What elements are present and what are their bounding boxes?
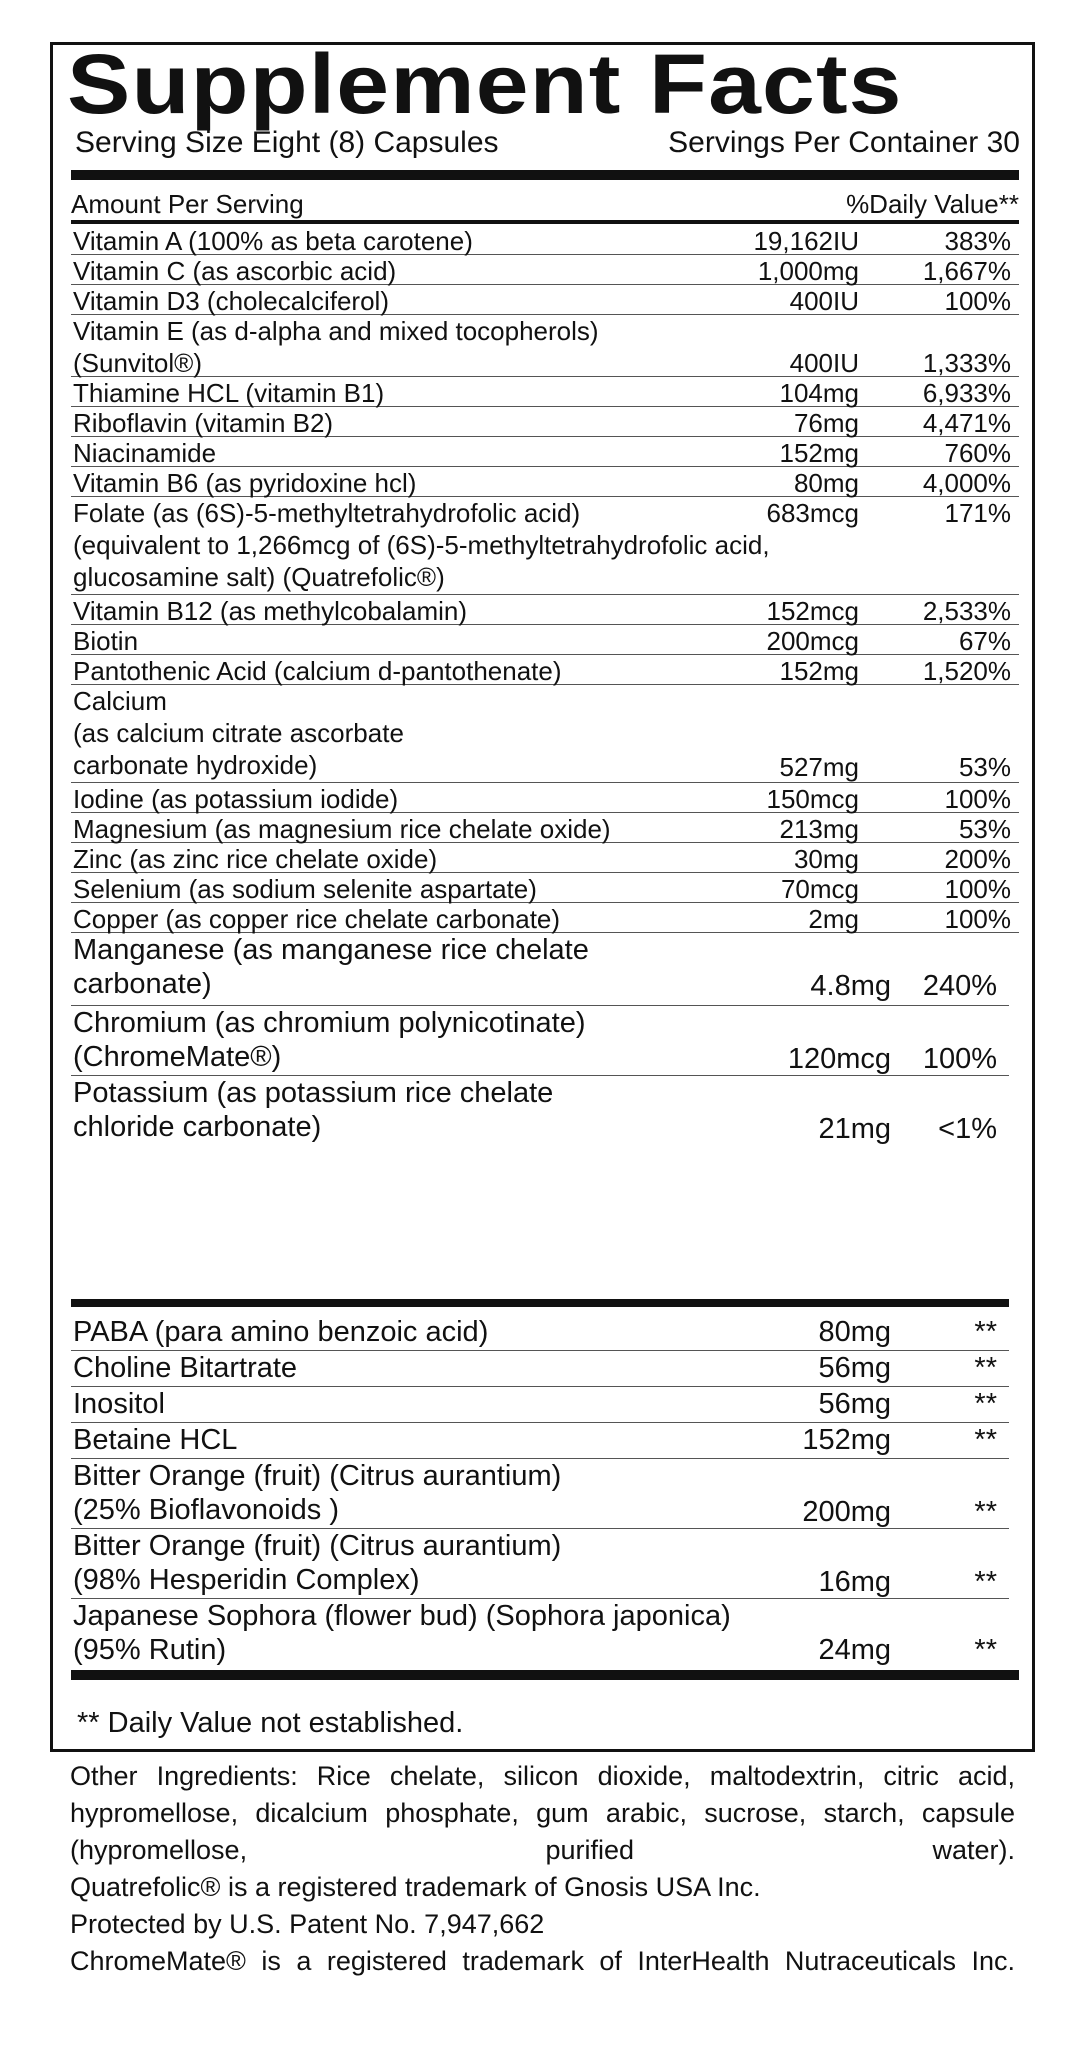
nutrient-row — [71, 685, 1019, 783]
nutrient-row — [71, 1315, 1009, 1351]
nutrient-name: Vitamin B6 (as pyridoxine hcl) — [73, 468, 417, 498]
nutrient-daily-value: 4,000% — [922, 468, 1011, 498]
thick-divider-3 — [71, 1670, 1019, 1680]
nutrient-daily-value: 100% — [944, 784, 1011, 814]
nutrient-row — [71, 933, 1009, 1006]
nutrient-amount: 19,162IU — [753, 226, 859, 256]
nutrient-amount: 16mg — [818, 1566, 891, 1598]
nutrient-name: Choline Bitartrate — [73, 1352, 298, 1384]
footnote: ** Daily Value not established. — [77, 1707, 464, 1739]
nutrient-amount: 152mg — [779, 438, 859, 468]
nutrient-name: Vitamin D3 (cholecalciferol) — [73, 286, 389, 316]
nutrient-amount: 30mg — [793, 844, 859, 874]
nutrient-daily-value: ** — [974, 1496, 997, 1528]
nutrient-amount: 200mcg — [766, 626, 859, 656]
nutrient-amount: 24mg — [818, 1634, 891, 1666]
nutrient-name: PABA (para amino benzoic acid) — [73, 1316, 489, 1348]
nutrient-amount: 1,000mg — [757, 256, 859, 286]
nutrient-name: Manganese (as manganese rice chelate carbonate) — [73, 934, 589, 1000]
nutrient-amount: 21mg — [818, 1113, 891, 1145]
nutrient-amount: 400IU — [789, 348, 859, 378]
nutrient-name: Potassium (as potassium rice chelate chloride carbonate) — [73, 1077, 554, 1143]
nutrient-name: Selenium (as sodium selenite aspartate) — [73, 874, 537, 904]
thick-divider-2 — [71, 1299, 1009, 1307]
nutrient-daily-value: ** — [974, 1352, 997, 1384]
nutrient-daily-value: 240% — [922, 970, 997, 1002]
nutrient-row — [71, 655, 1019, 685]
patent-notice: Protected by U.S. Patent No. 7,947,662 — [70, 1909, 545, 1939]
nutrient-name: Pantothenic Acid (calcium d-pantothenate) — [73, 656, 562, 686]
nutrient-row — [71, 1529, 1009, 1599]
nutrient-name: Inositol — [73, 1388, 165, 1420]
daily-value-label: %Daily Value** — [846, 189, 1019, 219]
nutrient-name: Vitamin E (as d-alpha and mixed tocopherols) (Sunvitol®) — [73, 316, 599, 378]
nutrient-name: Chromium (as chromium polynicotinate) (ChromeMate®) — [73, 1007, 586, 1073]
nutrient-daily-value: 171% — [944, 498, 1011, 528]
nutrient-daily-value: 6,933% — [922, 378, 1011, 408]
nutrient-row — [71, 1459, 1009, 1529]
nutrient-amount: 70mcg — [780, 874, 859, 904]
nutrient-amount: 4.8mg — [810, 970, 891, 1002]
supplement-facts-panel — [50, 37, 1035, 1752]
nutrient-name: Biotin — [73, 626, 139, 656]
nutrient-amount: 56mg — [818, 1352, 891, 1384]
nutrient-name: Betaine HCL — [73, 1424, 238, 1456]
nutrient-name: Vitamin A (100% as beta carotene) — [73, 226, 473, 256]
nutrient-name: Bitter Orange (fruit) (Citrus aurantium) (25% Bioflavonoids ) — [73, 1460, 562, 1526]
nutrient-name: Folate (as (6S)-5-methyltetrahydrofolic acid) (equivalent to 1,266mcg of (6S)-5-methyltetrahydrofolic acid, glucosamine salt) (Quatrefolic®) — [73, 498, 770, 592]
nutrient-name: Vitamin C (as ascorbic acid) — [73, 256, 397, 286]
nutrient-daily-value: 100% — [944, 874, 1011, 904]
nutrient-daily-value: 383% — [944, 226, 1011, 256]
nutrient-daily-value: ** — [974, 1424, 997, 1456]
nutrient-amount: 120mcg — [787, 1043, 891, 1075]
servings-per-container: Servings Per Container 30 — [668, 126, 1020, 159]
nutrient-amount: 152mcg — [766, 596, 859, 626]
nutrient-daily-value: 4,471% — [922, 408, 1011, 438]
nutrient-row — [71, 1387, 1009, 1423]
nutrient-row — [71, 437, 1019, 467]
nutrient-name: Japanese Sophora (flower bud) (Sophora japonica) (95% Rutin) — [73, 1600, 731, 1666]
nutrient-daily-value: 53% — [958, 814, 1011, 844]
nutrient-amount: 152mg — [779, 656, 859, 686]
nutrient-amount: 527mg — [779, 752, 859, 782]
nutrient-daily-value: ** — [974, 1388, 997, 1420]
nutrient-name: Bitter Orange (fruit) (Citrus aurantium) (98% Hesperidin Complex) — [73, 1530, 562, 1596]
nutrient-row — [71, 255, 1019, 285]
nutrient-name: Magnesium (as magnesium rice chelate oxide) — [73, 814, 611, 844]
nutrient-row — [71, 1006, 1009, 1076]
nutrient-daily-value: 200% — [944, 844, 1011, 874]
header-divider — [71, 220, 1019, 224]
chromemate-trademark: ChromeMate® is a registered trademark of InterHealth Nutraceuticals Inc. — [70, 1946, 1015, 1976]
nutrient-row — [71, 783, 1019, 813]
nutrient-name: Iodine (as potassium iodide) — [73, 784, 399, 814]
nutrient-amount: 213mg — [779, 814, 859, 844]
nutrient-row — [71, 285, 1019, 315]
nutrient-name: Thiamine HCL (vitamin B1) — [73, 378, 385, 408]
nutrient-row — [71, 1351, 1009, 1387]
nutrient-row — [71, 377, 1019, 407]
nutrient-row — [71, 1076, 1009, 1146]
nutrient-row — [71, 467, 1019, 497]
nutrient-daily-value: ** — [974, 1316, 997, 1348]
nutrient-row — [71, 595, 1019, 625]
nutrient-daily-value: <1% — [938, 1113, 997, 1145]
nutrient-name: Calcium (as calcium citrate ascorbate carbonate hydroxide) — [73, 686, 404, 780]
nutrient-row — [71, 625, 1019, 655]
nutrient-amount: 152mg — [802, 1424, 891, 1456]
nutrient-daily-value: ** — [974, 1634, 997, 1666]
nutrient-amount: 2mg — [808, 904, 859, 934]
nutrient-row — [71, 843, 1019, 873]
nutrient-amount: 104mg — [779, 378, 859, 408]
nutrient-amount: 80mg — [818, 1316, 891, 1348]
nutrient-row — [71, 1423, 1009, 1459]
thick-divider — [71, 170, 1019, 180]
nutrient-row — [71, 813, 1019, 843]
serving-info — [75, 123, 1020, 163]
nutrient-amount: 400IU — [789, 286, 859, 316]
nutrient-name: Riboflavin (vitamin B2) — [73, 408, 334, 438]
nutrient-daily-value: 53% — [958, 752, 1011, 782]
nutrient-amount: 683mcg — [766, 498, 859, 528]
nutrient-daily-value: 100% — [922, 1043, 997, 1075]
nutrient-daily-value: 67% — [958, 626, 1011, 656]
nutrient-amount: 56mg — [818, 1388, 891, 1420]
nutrient-daily-value: 1,520% — [922, 656, 1011, 686]
nutrient-row — [71, 903, 1019, 933]
nutrient-name: Copper (as copper rice chelate carbonate) — [73, 904, 561, 934]
nutrient-amount: 150mcg — [766, 784, 859, 814]
panel-title: Supplement Facts — [67, 37, 903, 131]
nutrient-daily-value: ** — [974, 1566, 997, 1598]
nutrient-daily-value: 100% — [944, 904, 1011, 934]
nutrient-row — [71, 497, 1019, 595]
column-header — [71, 189, 1019, 220]
nutrient-row — [71, 407, 1019, 437]
serving-size: Serving Size Eight (8) Capsules — [75, 126, 499, 159]
nutrient-name: Zinc (as zinc rice chelate oxide) — [73, 844, 438, 874]
other-ingredients-block — [70, 1758, 1015, 1980]
nutrient-amount: 200mg — [802, 1496, 891, 1528]
nutrient-daily-value: 100% — [944, 286, 1011, 316]
nutrient-row — [71, 1599, 1009, 1665]
nutrient-row — [71, 315, 1019, 377]
nutrient-amount: 80mg — [793, 468, 859, 498]
nutrient-daily-value: 760% — [944, 438, 1011, 468]
quatrefolic-trademark: Quatrefolic® is a registered trademark of Gnosis USA Inc. — [70, 1872, 761, 1902]
nutrient-row — [71, 225, 1019, 255]
other-ingredients: Other Ingredients: Rice chelate, silicon dioxide, maltodextrin, citric acid, hypromellose, dicalcium phosphate, gum arabic, sucrose, starch, capsule (hypromellose, purified water). — [70, 1761, 1015, 1865]
nutrient-name: Vitamin B12 (as methylcobalamin) — [73, 596, 468, 626]
nutrient-row — [71, 873, 1019, 903]
nutrient-name: Niacinamide — [73, 438, 217, 468]
nutrient-daily-value: 1,667% — [922, 256, 1011, 286]
nutrient-daily-value: 1,333% — [922, 348, 1011, 378]
nutrient-amount: 76mg — [793, 408, 859, 438]
amount-per-serving-label: Amount Per Serving — [71, 189, 304, 219]
nutrient-daily-value: 2,533% — [922, 596, 1011, 626]
